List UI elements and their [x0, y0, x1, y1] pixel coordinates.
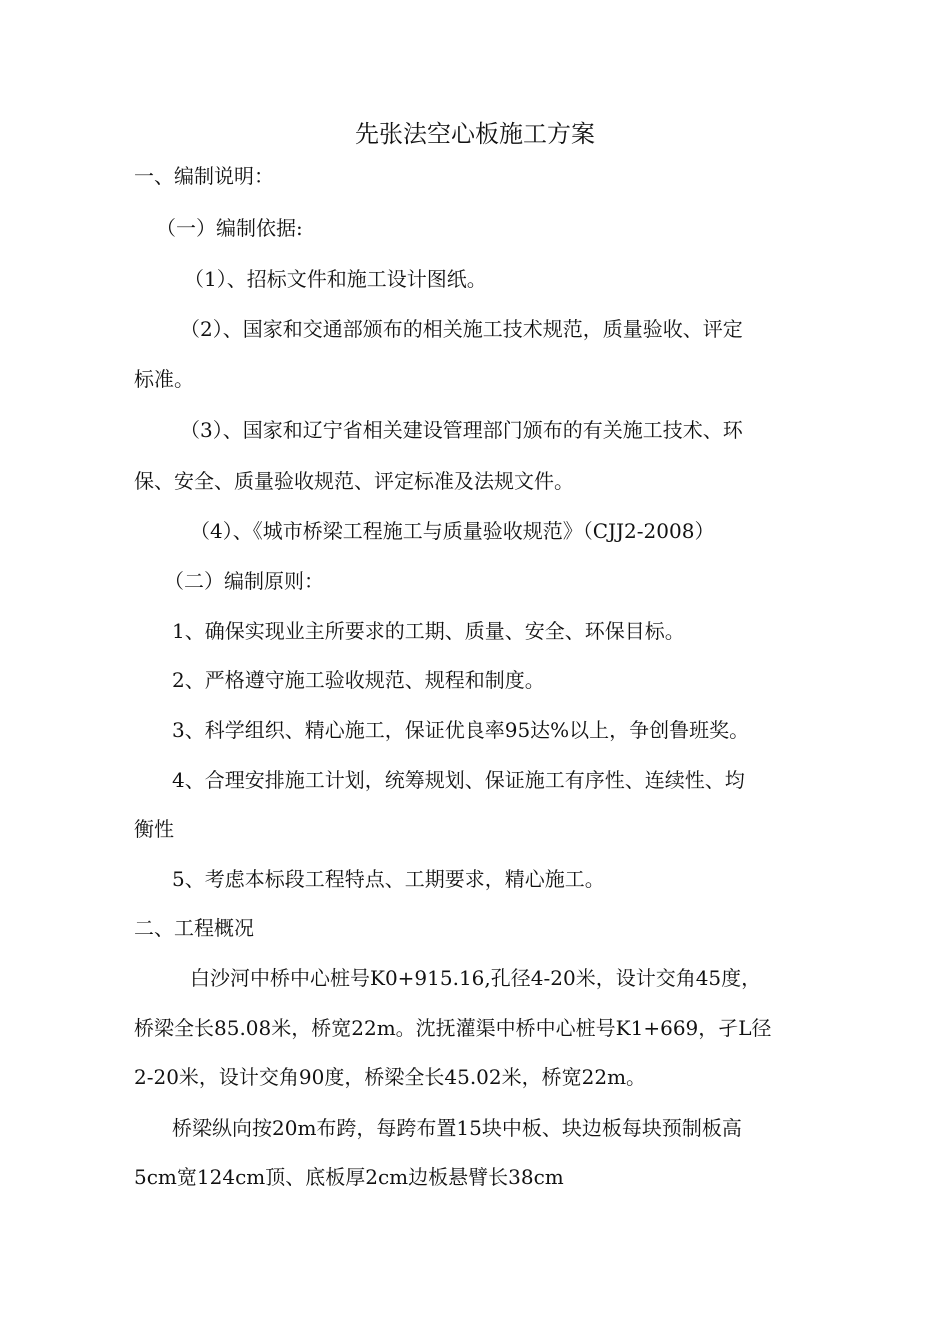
overview-para-2-line-1: 桥梁纵向按20m布跨，每跨布置15块中板、块边板每块预制板高 [172, 1116, 742, 1140]
section-heading-2: 二、工程概况 [134, 916, 254, 940]
principle-item-2: 2、严格遵守施工验收规范、规程和制度。 [172, 668, 545, 692]
section-heading-1: 一、编制说明： [134, 164, 274, 188]
principle-item-5: 5、考虑本标段工程特点、工期要求，精心施工。 [172, 867, 605, 891]
basis-item-4: （4）、《城市桥梁工程施工与质量验收规范》（CJJ2-2008） [190, 519, 715, 543]
overview-para-1-line-1: 白沙河中桥中心桩号K0+915.16,孔径4-20米，设计交角45度， [190, 966, 762, 990]
principle-item-1: 1、确保实现业主所要求的工期、质量、安全、环保目标。 [172, 619, 685, 643]
basis-item-2: （2）、国家和交通部颁布的相关施工技术规范，质量验收、评定 [180, 317, 743, 341]
principle-item-3: 3、科学组织、精心施工，保证优良率95达%以上，争创鲁班奖。 [172, 718, 750, 742]
overview-para-1-line-3: 2-20米，设计交角90度，桥梁全长45.02米，桥宽22m。 [134, 1065, 647, 1089]
subsection-heading-principles: （二）编制原则： [164, 569, 324, 593]
basis-item-1: （1）、招标文件和施工设计图纸。 [184, 267, 487, 291]
overview-para-1-line-2: 桥梁全长85.08米，桥宽22m。沈抚灌渠中桥中心桩号K1+669，孑L径 [134, 1016, 772, 1040]
principle-item-4-cont: 衡性 [134, 817, 174, 841]
basis-item-3: （3）、国家和辽宁省相关建设管理部门颁布的有关施工技术、环 [180, 418, 743, 442]
basis-item-3-cont: 保、安全、质量验收规范、评定标准及法规文件。 [134, 469, 574, 493]
overview-para-2-line-2: 5cm宽124cm顶、底板厚2cm边板悬臂长38cm [134, 1165, 564, 1189]
subsection-heading-basis: （一）编制依据: [156, 216, 303, 240]
principle-item-4: 4、合理安排施工计划，统筹规划、保证施工有序性、连续性、均 [172, 768, 745, 792]
basis-item-2-cont: 标准。 [134, 367, 194, 391]
document-title: 先张法空心板施工方案 [355, 120, 595, 148]
